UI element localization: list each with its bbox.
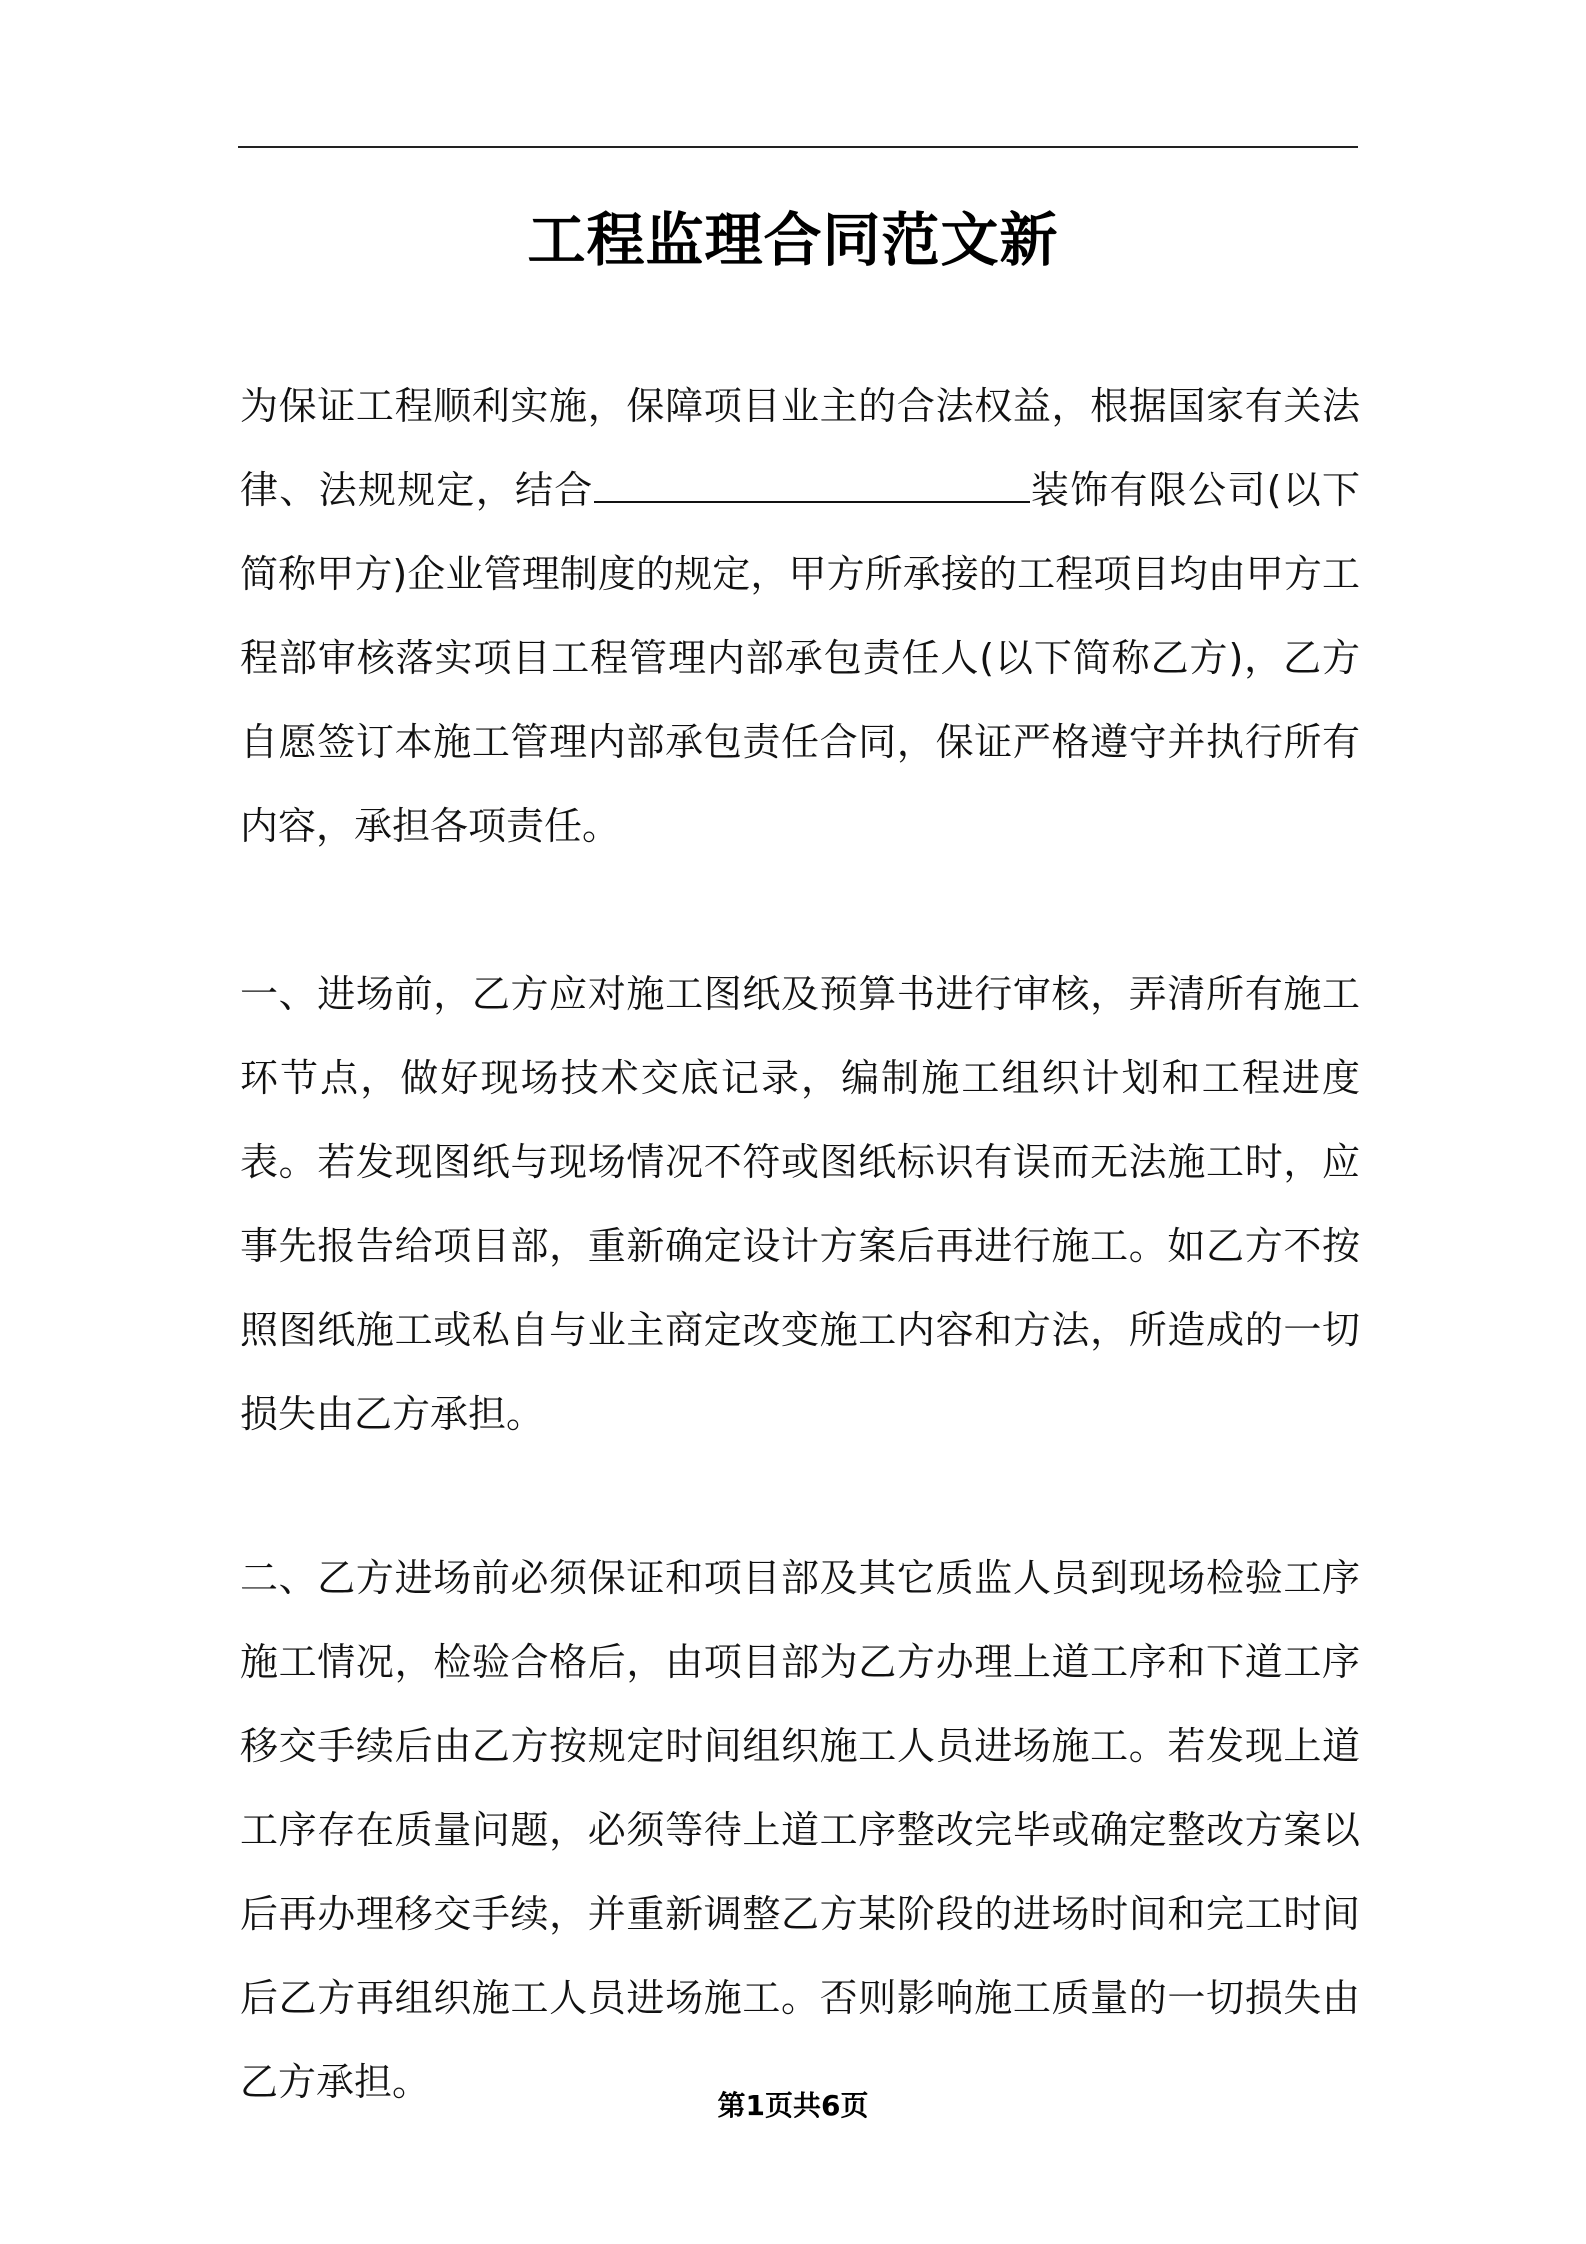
clause-two-text: 二、乙方进场前必须保证和项目部及其它质监人员到现场检验工序施工情况，检验合格后，由项目部为乙方办理上道工序和下道工序移交手续后由乙方按规定时间组织施工人员进场施工。若发现上道工序存在质量问题，必须等待上道工序整改完毕或确定整改方案以后再办理移交手续，并重新调整乙方某阶段的进场时间和完工时间后乙方再组织施工人员进场施工。否则影响施工质量的一切损失由乙方承担。 — [240, 1556, 1360, 2104]
header-rule — [238, 146, 1358, 148]
intro-text-part2: 装饰有限公司(以下简称甲方)企业管理制度的规定，甲方所承接的工程项目均由甲方工程部审核落实项目工程管理内部承包责任人(以下简称乙方)，乙方自愿签订本施工管理内部承包责任合同，保证严格遵守并执行所有内容，承担各项责任。 — [240, 468, 1360, 848]
intro-text — [240, 364, 1360, 868]
document-title: 工程监理合同范文新 — [527, 206, 1059, 274]
clause-two — [240, 1536, 1360, 2124]
clause-one-text: 一、进场前，乙方应对施工图纸及预算书进行审核，弄清所有施工环节点，做好现场技术交底记录，编制施工组织计划和工程进度表。若发现图纸与现场情况不符或图纸标识有误而无法施工时，应事先报告给项目部，重新确定设计方案后再进行施工。如乙方不按照图纸施工或私自与业主商定改变施工内容和方法，所造成的一切损失由乙方承担。 — [240, 972, 1360, 1436]
page-number: 第1页共6页 — [717, 2089, 869, 2122]
company-name-blank — [594, 467, 1030, 503]
clause-one — [240, 952, 1360, 1456]
intro-paragraph — [240, 364, 1360, 868]
intro-text-part1: 为保证工程顺利实施，保障项目业主的合法权益，根据国家有关法律、法规规定，结合 — [240, 384, 1360, 512]
